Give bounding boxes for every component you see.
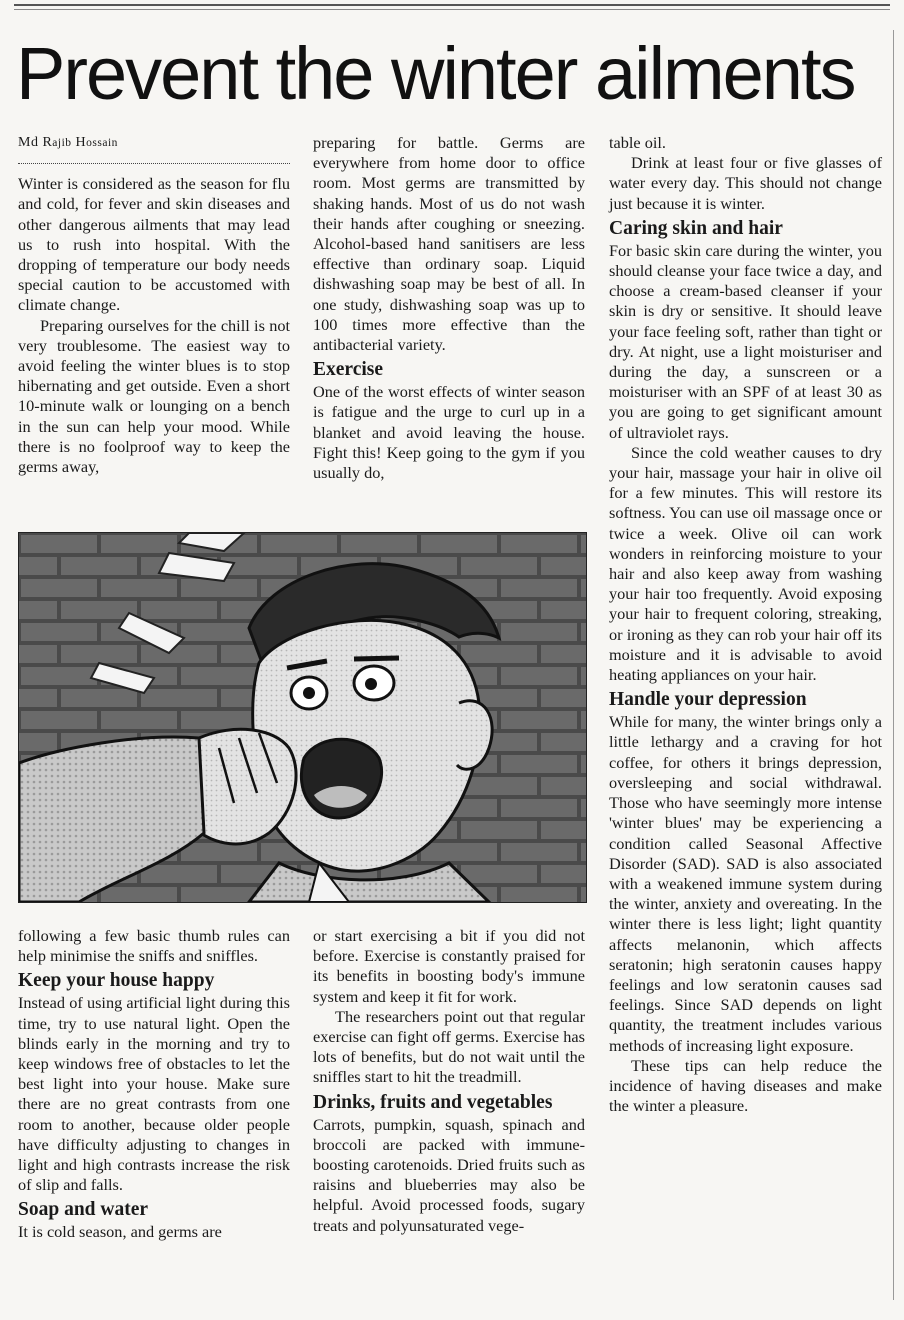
house-heading: Keep your house happy xyxy=(18,970,215,992)
byline-part: ajib xyxy=(52,137,72,149)
column-middle-top xyxy=(313,133,585,483)
byline-part: ossain xyxy=(86,137,118,149)
skin-heading: Caring skin and hair xyxy=(609,217,783,239)
column-left-bottom xyxy=(18,926,290,1243)
exercise-paragraph-1-continued: or start exercising a bit if you did not before. Exercise is constantly praised for its benefits in boosting body's immune system and keep it fit for work. xyxy=(313,926,585,1006)
exercise-paragraph-1: One of the worst effects of winter season is fatigue and the urge to curl up in a blanket and avoid leaving the house. Fight this! Keep going to the gym if you usually do, xyxy=(313,382,585,483)
soap-heading: Soap and water xyxy=(18,1199,149,1221)
drinks-paragraph-2: Drink at least four or five glasses of water every day. This should not change just because it is winter. xyxy=(609,153,882,213)
depression-heading: Handle your depression xyxy=(609,689,807,711)
skin-paragraph-1: For basic skin care during the winter, you should cleanse your face twice a day, and choose a cream-based cleanser if your skin is dry or sensitive. It should leave your face feeling soft, rather than tight or dry. At night, use a light moisturiser and during the day, a sunscreen or a moisturiser with an SPF of at least 30 as you are going to get significant amount of ultraviolet rays. xyxy=(609,240,882,442)
soap-paragraph-1: It is cold season, and germs are xyxy=(18,1222,222,1242)
intro-paragraph-2: Preparing ourselves for the chill is not very troublesome. The easiest way to avoid feeling the winter blues is to stop hibernating and get outside. Even a short 10-minute walk or lounging on a bench in the sun can help your mood. While there is no foolproof way to keep the germs away, xyxy=(18,315,290,477)
byline-part: H xyxy=(71,135,87,150)
page-edge xyxy=(893,30,894,1300)
exercise-heading: Exercise xyxy=(313,359,384,381)
column-middle-bottom xyxy=(313,926,585,1236)
article-title: Prevent the winter ailments xyxy=(16,32,855,115)
byline-part: Md R xyxy=(18,135,53,150)
depression-paragraph-2: These tips can help reduce the incidence of having diseases and make the winter a pleasure. xyxy=(609,1055,882,1116)
exercise-paragraph-2: The researchers point out that regular exercise can fight off germs. Exercise has lots of benefits, but do not wait until the sniffles start to hit the treadmill. xyxy=(313,1006,585,1087)
top-rule-thin xyxy=(14,9,890,10)
illustration-sneezing-man xyxy=(18,532,587,903)
skin-paragraph-2: Since the cold weather causes to dry your hair, massage your hair in olive oil for a few minutes. This will restore its softness. You can use oil massage once or twice a week. Olive oil can work wonders in reinforcing moisture to your hair and also keep away from washing your hair too frequently. Avoid exposing your hair to frequent coloring, streaking, or ironing as they can rob your hair off its moisture and it is advisable to avoid heating appliances on your hair. xyxy=(609,442,882,685)
drinks-paragraph-1-continued: table oil. xyxy=(609,133,666,152)
soap-paragraph-continued: preparing for battle. Germs are everywhere from home door to office room. Most germs are transmitted by shaking hands. Most of us do not wash their hands after coughing or sneezing. Alcohol-based hand sanitisers are less effective than ordinary soap. Liquid dishwashing soap may be best of all. In one study, dishwashing soap was up to 100 times more effective than the antibacterial variety. xyxy=(313,133,585,355)
byline xyxy=(18,133,290,164)
drinks-paragraph-1: Carrots, pumpkin, squash, spinach and broccoli are packed with immune-boosting carotenoids. Dried fruits such as raisins and blueberries may also be helpful. Avoid processed foods, sugary treats and polyunsaturated vege- xyxy=(313,1114,585,1235)
intro-paragraph-2-continued: following a few basic thumb rules can help minimise the sniffs and sniffles. xyxy=(18,926,290,966)
drinks-heading: Drinks, fruits and vegetables xyxy=(313,1091,553,1113)
intro-paragraph-1: Winter is considered as the season for flu and cold, for fever and skin diseases and other dangerous ailments that may lead us to rush into hospital. With the dropping of temperature our body needs special caution to be accustomed with climate change. xyxy=(18,174,290,315)
house-paragraph-1: Instead of using artificial light during this time, try to use natural light. Open the blinds early in the morning and try to keep windows free of obstacles to let the best light into your house. Make sure there are no great contrasts from one room to another, because older people have difficulty adjusting to changes in light and high contrasts increase the risk of slip and falls. xyxy=(18,993,290,1195)
depression-paragraph-1: While for many, the winter brings only a little lethargy and a craving for hot coffee, for others it brings depression, oversleeping and social withdrawal. Those who have seemingly more intense 'winter blues' may be experiencing a condition called Seasonal Affective Disorder (SAD). SAD is also associated with a weakened immune system during the winter, anxiety and overeating. In the winter there is less light; light quantity affects melanonin, which affects seratonin; high seratonin causes happy feelings and low seratonin causes sad feelings. Since SAD depends on light quantity, the treatment includes various methods of increasing light exposure. xyxy=(609,712,882,1055)
column-left-top xyxy=(18,133,290,477)
column-right xyxy=(609,133,882,1116)
top-rule xyxy=(14,4,890,6)
